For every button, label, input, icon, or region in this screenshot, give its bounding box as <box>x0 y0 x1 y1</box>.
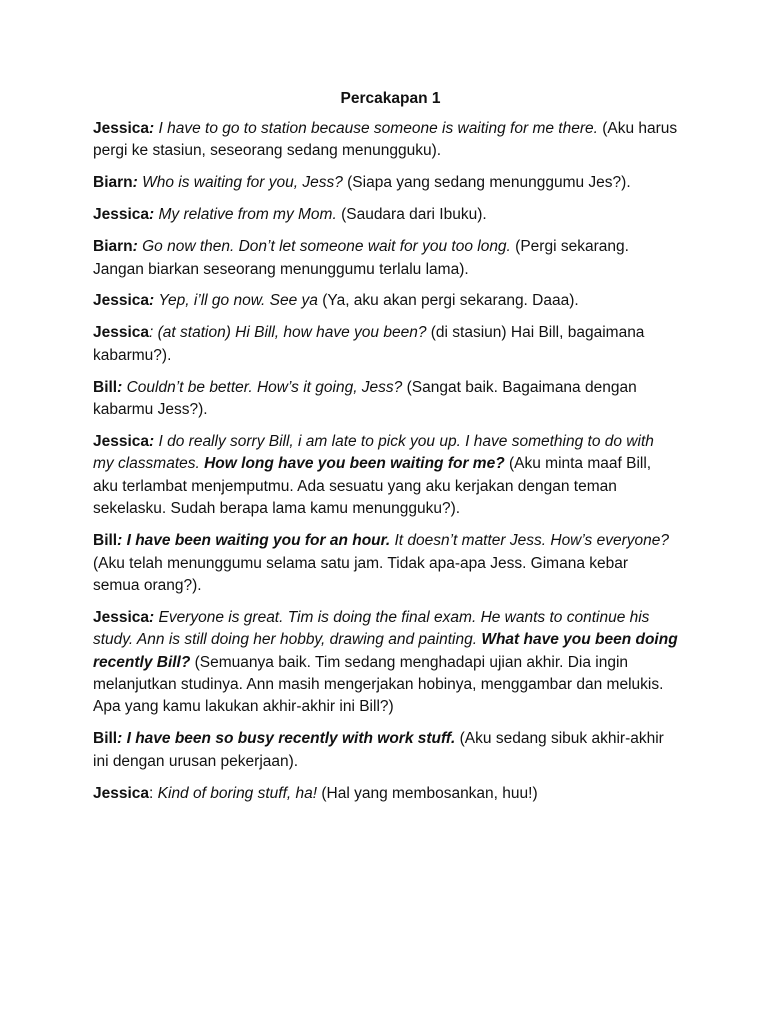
english-text: : I have been so busy recently with work stuff. <box>117 730 456 748</box>
translation-text: (Aku minta maaf Bill, aku terlambat menjemputmu. Ada sesuatu yang aku kerjakan dengan teman sekelasku. Sudah berapa lama kamu menungguku?). <box>93 455 652 518</box>
speaker-name: Jessica <box>93 292 150 310</box>
english-text: : <box>149 608 159 626</box>
english-text: Yep, i’ll go now. See ya <box>158 292 318 310</box>
english-text: : (at station) Hi Bill, how have you been? <box>149 324 427 342</box>
translation-text: (Pergi sekarang. Jangan biarkan seseorang menunggumu terlalu lama). <box>93 238 629 278</box>
dialogue-line <box>93 236 678 281</box>
dialogue-line <box>93 290 678 312</box>
english-text: I have to go to station because someone is waiting for me there. <box>158 120 598 137</box>
english-text: How long have you been waiting for me? <box>204 455 505 473</box>
english-text: : I have been waiting you for an hour. <box>117 532 391 550</box>
english-text: What have you been doing recently Bill? <box>93 631 678 671</box>
speaker-name: Bill <box>93 532 118 550</box>
translation-text: : <box>149 784 158 802</box>
english-text: : <box>132 174 143 192</box>
english-text: Go now then. Don’t let someone wait for you too long. <box>142 238 511 256</box>
dialogue-line <box>93 728 678 773</box>
document-page <box>93 88 678 815</box>
dialogue-line <box>93 118 678 163</box>
english-text: : <box>132 238 143 256</box>
english-text: Who is waiting for you, Jess? <box>142 174 343 192</box>
translation-text: (Hal yang membosankan, huu!) <box>317 784 538 802</box>
english-text: It doesn’t matter Jess. How’s everyone? <box>390 532 669 550</box>
translation-text: (Aku telah menunggumu selama satu jam. Tidak apa-apa Jess. Gimana kebar semua orang?). <box>93 554 629 594</box>
translation-text: (Aku harus pergi ke stasiun, seseorang sedang menungguku). <box>93 120 678 160</box>
english-text: I do really sorry Bill, i am late to pick you up. I have something to do with my classmates. <box>93 432 654 473</box>
translation-text: (Aku sedang sibuk akhir-akhir ini dengan urusan pekerjaan). <box>93 730 664 770</box>
translation-text: (Semuanya baik. Tim sedang menghadapi ujian akhir. Dia ingin melanjutkan studinya. Ann masih mengerjakan hobinya, menggambar dan melukis. Apa yang kamu lakukan akhir-akhir ini Bill?) <box>93 653 664 716</box>
translation-text: (Siapa yang sedang menunggumu Jes?). <box>342 174 631 192</box>
speaker-name: Jessica <box>93 206 150 224</box>
english-text: : <box>149 292 159 310</box>
translation-text: (Sangat baik. Bagaimana dengan kabarmu Jess?). <box>93 378 637 419</box>
speaker-name: Bill <box>93 730 118 748</box>
speaker-name: Biarn <box>93 238 133 256</box>
english-text: My relative from my Mom. <box>158 206 337 224</box>
dialogue-line <box>93 172 678 194</box>
speaker-name: Jessica <box>93 784 150 802</box>
speaker-name: Jessica <box>93 608 150 626</box>
translation-text: (di stasiun) Hai Bill, bagaimana kabarmu?). <box>93 324 645 364</box>
speaker-name: Jessica <box>93 432 150 450</box>
dialogue-line <box>93 431 678 521</box>
dialogue-line <box>93 607 678 719</box>
dialogue-line <box>93 530 678 597</box>
speaker-name: Bill <box>93 378 118 396</box>
english-text: : <box>149 206 159 224</box>
dialogue-line <box>93 783 678 805</box>
dialogue-line <box>93 377 678 422</box>
english-text: Kind of boring stuff, ha! <box>157 784 318 802</box>
translation-text: (Ya, aku akan pergi sekarang. Daaa). <box>317 292 579 310</box>
english-text: Couldn’t be better. How’s it going, Jess? <box>126 378 403 396</box>
translation-text: (Saudara dari Ibuku). <box>336 206 487 224</box>
dialogue-body <box>93 118 678 805</box>
english-text: Everyone is great. Tim is doing the final exam. He wants to continue his study. Ann is still doing her hobby, drawing and painting. <box>93 608 650 649</box>
speaker-name: Jessica <box>93 120 150 137</box>
english-text: : <box>149 432 159 450</box>
speaker-name: Biarn <box>93 174 133 192</box>
dialogue-line <box>93 322 678 367</box>
document-title: Percakapan 1 <box>340 90 441 107</box>
english-text: : <box>117 378 127 396</box>
dialogue-line <box>93 204 678 226</box>
english-text: : <box>149 120 159 137</box>
speaker-name: Jessica <box>93 324 150 342</box>
